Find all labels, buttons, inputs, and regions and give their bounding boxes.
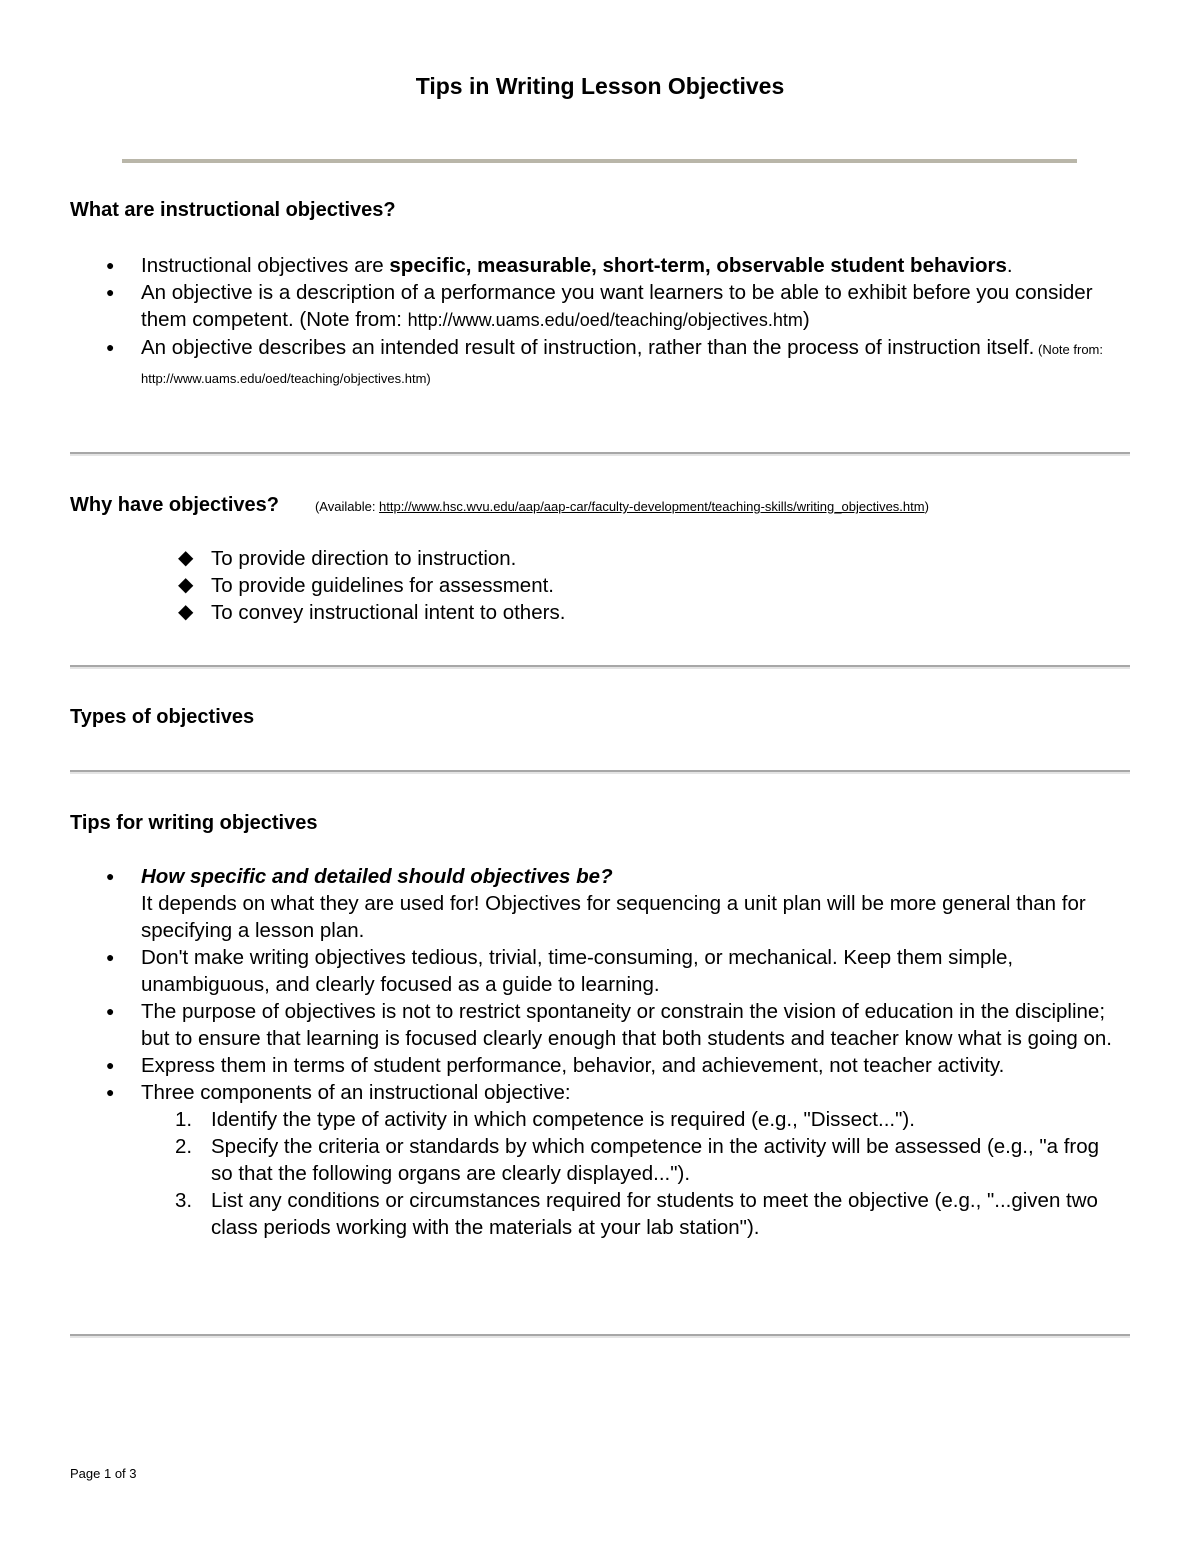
available-note: (Available: http://www.hsc.wvu.edu/aap/aap-car/faculty-development/teaching-skills/writing_objectives.htm) — [314, 499, 929, 514]
section-divider — [70, 770, 1130, 774]
title-divider — [122, 159, 1077, 163]
bullet-icon: ● — [106, 257, 115, 273]
components-list — [141, 1106, 1120, 1241]
bullet-icon: ● — [106, 284, 115, 300]
diamond-bullet-icon: ◆ — [178, 547, 194, 569]
tips-list — [0, 863, 1200, 1241]
bullet-icon: ● — [106, 1003, 115, 1019]
list-item: ● How specific and detailed should objectives be? It depends on what they are used for! Objectives for sequencing a unit plan will be more general than for specifying a lesson plan. — [106, 865, 1086, 942]
section-divider — [70, 1334, 1130, 1338]
diamond-bullet-icon: ◆ — [178, 574, 194, 596]
diamond-bullet-icon: ◆ — [178, 601, 194, 623]
instructional-objectives-list — [0, 252, 1200, 392]
list-item: ● Three components of an instructional objective: 1. Identify the type of activity in which competence is required (e.g., "Dissect..."). 2. Specify the criteria or standards by which competence in the activity will be assessed (e.g., "a frog so that the following organs are clearly displayed..."). 3. List any conditions or circumstances required for students to meet the objective (e.g., "...given two class periods working with the materials at your lab station"). — [0, 1079, 1200, 1241]
list-item: ◆ To convey instructional intent to others. — [178, 601, 566, 624]
bullet-icon: ● — [106, 1084, 115, 1100]
list-item: ● An objective describes an intended result of instruction, rather than the process of instruction itself. (Note from: http://www.uams.edu/oed/teaching/objectives.htm) — [106, 336, 1103, 386]
list-item: ● Instructional objectives are specific, measurable, short-term, observable student behaviors. — [106, 254, 1013, 277]
bullet-icon: ● — [106, 949, 115, 965]
numbered-item: 2. Specify the criteria or standards by which competence in the activity will be assessed (e.g., "a frog so that the following organs are clearly displayed..."). — [175, 1135, 1100, 1185]
page-title: Tips in Writing Lesson Objectives — [415, 73, 785, 99]
list-item: ● Don't make writing objectives tedious, trivial, time-consuming, or mechanical. Keep them simple, unambiguous, and clearly focused as a guide to learning. — [106, 946, 1014, 996]
why-objectives-list — [0, 545, 1200, 626]
section-heading-types-of-objectives: Types of objectives — [70, 706, 255, 728]
numbered-item: 3. List any conditions or circumstances required for students to meet the objective (e.g., "...given two class periods working with the materials at your lab station"). — [175, 1189, 1098, 1239]
section-divider — [70, 665, 1130, 669]
list-item: ● An objective is a description of a performance you want learners to be able to exhibit before you consider them competent. (Note from: http://www.uams.edu/oed/teaching/objectives.htm) — [106, 281, 1093, 331]
bullet-icon: ● — [106, 1057, 115, 1073]
list-item: ◆ To provide direction to instruction. — [178, 547, 517, 570]
section-heading-instructional-objectives: What are instructional objectives? — [70, 199, 396, 221]
page-number: Page 1 of 3 — [70, 1466, 137, 1481]
available-link[interactable]: http://www.hsc.wvu.edu/aap/aap-car/faculty-development/teaching-skills/writing_objectives.htm — [379, 499, 925, 514]
section-heading-tips: Tips for writing objectives — [70, 812, 318, 834]
section-heading-why-objectives: Why have objectives? (Available: http://www.hsc.wvu.edu/aap/aap-car/faculty-development/teaching-skills/writing_objectives.htm) — [70, 494, 929, 516]
list-item: ● Express them in terms of student performance, behavior, and achievement, not teacher activity. — [106, 1054, 1005, 1077]
bullet-icon: ● — [106, 339, 115, 355]
section-divider — [70, 452, 1130, 456]
bullet-icon: ● — [106, 868, 115, 884]
numbered-item: 1. Identify the type of activity in which competence is required (e.g., "Dissect..."). — [175, 1108, 915, 1131]
list-item: ◆ To provide guidelines for assessment. — [178, 574, 554, 597]
list-item: ● The purpose of objectives is not to restrict spontaneity or constrain the vision of education in the discipline; but to ensure that learning is focused clearly enough that both students and teacher know what is going on. — [106, 1000, 1112, 1050]
